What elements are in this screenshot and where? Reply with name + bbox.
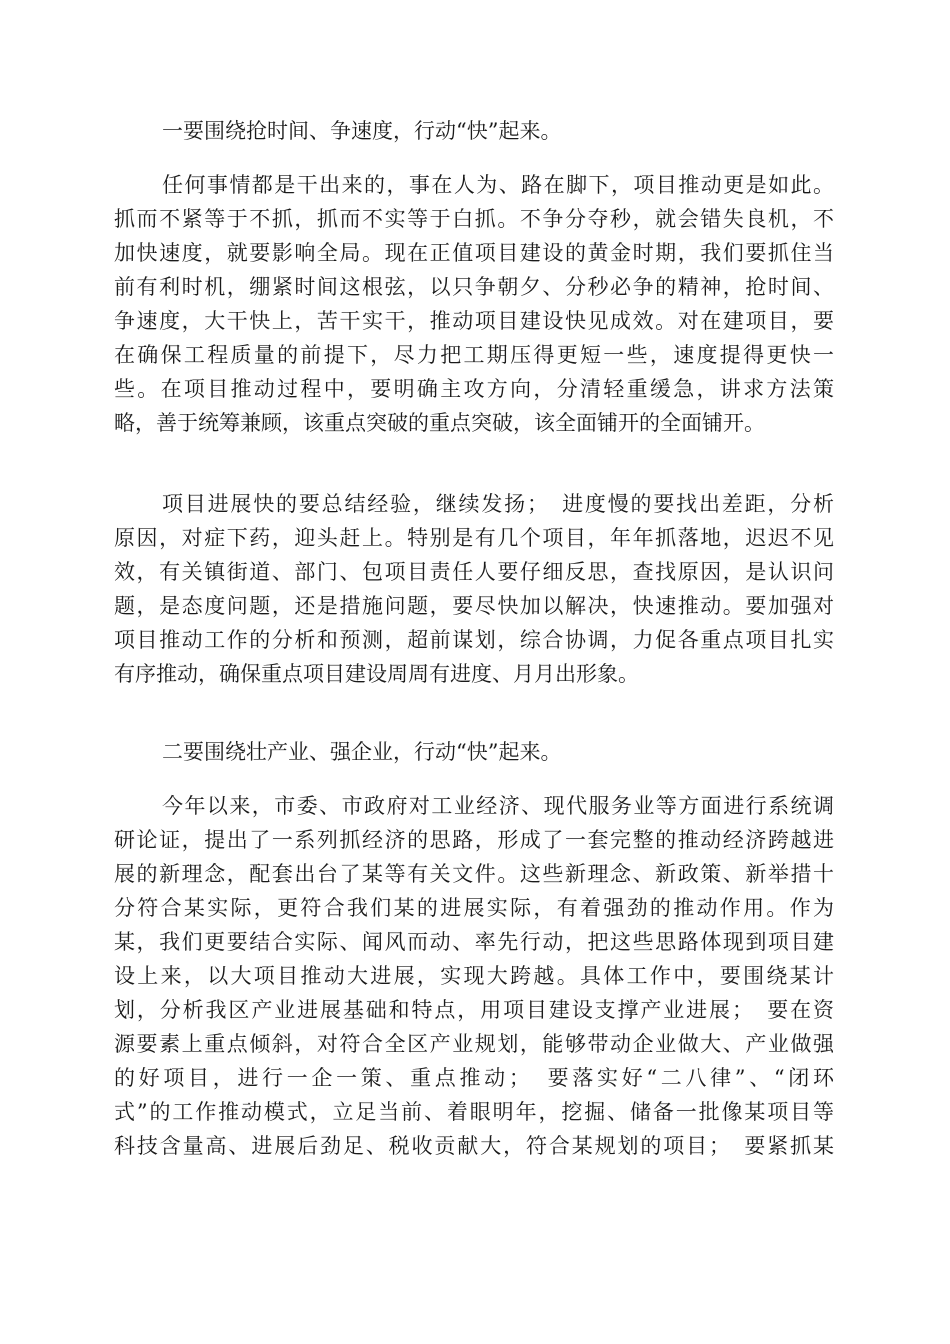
paragraph-line: 分符合某实际，更符合我们某的进展实际，有着强劲的推动作用。作为 (114, 896, 834, 920)
paragraph-line: 任何事情都是干出来的，事在人为、路在脚下，项目推动更是如此。 (162, 173, 834, 197)
paragraph-line: 的好项目，进行一企一策、重点推动； 要落实好“二八律”、“闭环 (114, 1066, 834, 1090)
heading-line: 一要围绕抢时间、争速度，行动“快”起来。 (162, 119, 562, 143)
paragraph-line: 展的新理念，配套出台了某等有关文件。这些新理念、新政策、新举措十 (114, 862, 834, 886)
paragraph-line: 前有利时机，绷紧时间这根弦，以只争朝夕、分秒必争的精神，抢时间、 (114, 275, 834, 299)
paragraph-1 (114, 168, 834, 440)
paragraph-line: 某，我们更要结合实际、闻风而动、率先行动，把这些思路体现到项目建 (114, 930, 834, 954)
heading-line: 二要围绕壮产业、强企业，行动“快”起来。 (162, 740, 562, 764)
paragraph-line: 设上来，以大项目推动大进展，实现大跨越。具体工作中，要围绕某计 (114, 964, 834, 988)
paragraph-line: 式”的工作推动模式，立足当前、着眼明年，挖掘、储备一批像某项目等 (114, 1100, 834, 1124)
paragraph-line: 源要素上重点倾斜，对符合全区产业规划，能够带动企业做大、产业做强 (114, 1032, 834, 1056)
paragraph-line: 略，善于统筹兼顾，该重点突破的重点突破，该全面铺开的全面铺开。 (114, 411, 765, 435)
paragraph-line: 加快速度，就要影响全局。现在正值项目建设的黄金时期，我们要抓住当 (114, 241, 834, 265)
paragraph-line: 题，是态度问题，还是措施问题，要尽快加以解决，快速推动。要加强对 (114, 594, 834, 618)
paragraph-line: 研论证，提出了一系列抓经济的思路，形成了一套完整的推动经济跨越进 (114, 828, 834, 852)
paragraph-line: 原因，对症下药，迎头赶上。特别是有几个项目，年年抓落地，迟迟不见 (114, 526, 834, 550)
paragraph-line: 项目推动工作的分析和预测，超前谋划，综合协调，力促各重点项目扎实 (114, 628, 834, 652)
paragraph-line: 项目进展快的要总结经验，继续发扬； 进度慢的要找出差距，分析 (162, 492, 834, 516)
paragraph-line: 今年以来，市委、市政府对工业经济、现代服务业等方面进行系统调 (162, 794, 834, 818)
paragraph-line: 些。在项目推动过程中，要明确主攻方向，分清轻重缓急，讲求方法策 (114, 377, 834, 401)
section-heading-2 (114, 735, 834, 769)
paragraph-line: 划，分析我区产业进展基础和特点，用项目建设支撑产业进展； 要在资 (114, 998, 834, 1022)
paragraph-3 (114, 789, 834, 1163)
paragraph-line: 有序推动，确保重点项目建设周周有进度、月月出形象。 (114, 662, 639, 686)
paragraph-line: 效，有关镇街道、部门、包项目责任人要仔细反思，查找原因，是认识问 (114, 560, 834, 584)
paragraph-2 (114, 487, 834, 691)
paragraph-line: 科技含量高、进展后劲足、税收贡献大，符合某规划的项目； 要紧抓某 (114, 1134, 834, 1158)
paragraph-line: 在确保工程质量的前提下，尽力把工期压得更短一些，速度提得更快一 (114, 343, 834, 367)
paragraph-line: 争速度，大干快上，苦干实干，推动项目建设快见成效。对在建项目，要 (114, 309, 834, 333)
paragraph-line: 抓而不紧等于不抓，抓而不实等于白抓。不争分夺秒，就会错失良机，不 (114, 207, 834, 231)
section-heading-1 (114, 114, 834, 148)
